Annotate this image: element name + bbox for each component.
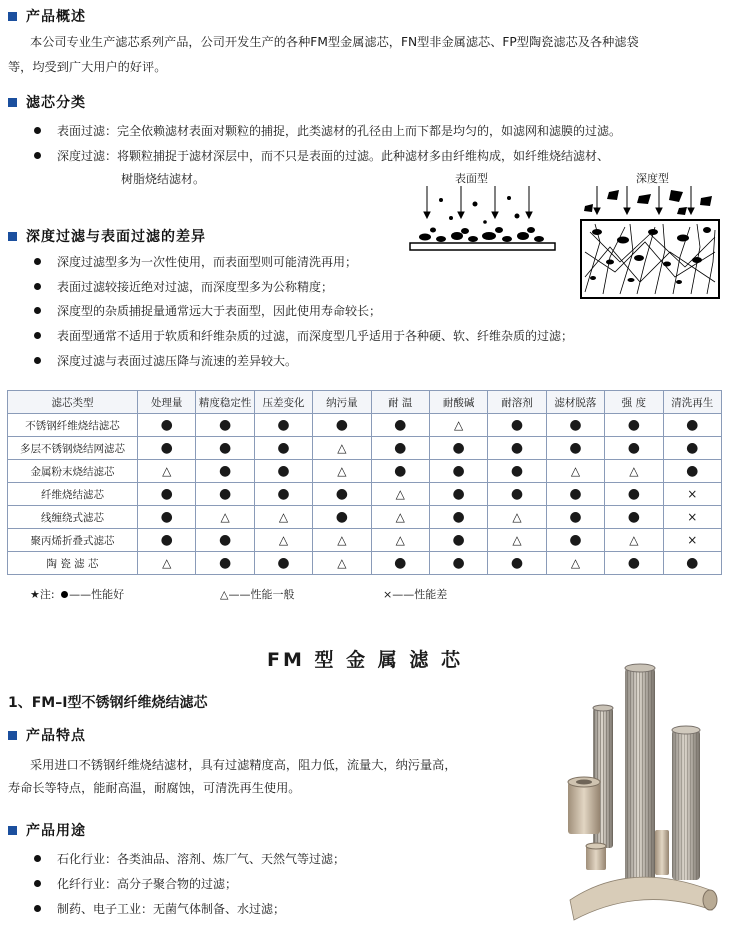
rating-cell: ● xyxy=(313,483,371,506)
rating-cell: ● xyxy=(313,506,371,529)
rating-cell: × xyxy=(663,483,721,506)
rating-cell: ● xyxy=(429,529,487,552)
bullet-icon xyxy=(34,332,41,339)
rating-cell: ● xyxy=(371,414,429,437)
table-header-cell: 精度稳定性 xyxy=(196,391,254,414)
table-header-cell: 压差变化 xyxy=(254,391,312,414)
rating-cell: ● xyxy=(546,414,604,437)
legend-good: ——性能好 xyxy=(69,588,125,601)
rating-cell: ● xyxy=(488,483,546,506)
rating-cell: ● xyxy=(605,506,663,529)
features-line: 采用进口不锈钢纤维烧结滤材，具有过滤精度高，阻力低，流量大，纳污量高， xyxy=(30,758,457,772)
rating-cell: △ xyxy=(313,460,371,483)
rating-cell: ● xyxy=(196,437,254,460)
bullet-icon xyxy=(34,307,41,314)
table-header-cell: 耐溶剂 xyxy=(488,391,546,414)
rating-cell: ● xyxy=(488,437,546,460)
section-header-uses xyxy=(8,820,86,840)
rating-cell: ● xyxy=(488,460,546,483)
rating-cell: △ xyxy=(196,506,254,529)
rating-cell: ● xyxy=(254,460,312,483)
list-item-text: 制药、电子工业：无菌气体制备、水过滤； xyxy=(57,902,286,916)
rating-cell: △ xyxy=(429,414,487,437)
legend-medium: △——性能一般 xyxy=(220,588,295,601)
table-row xyxy=(8,552,722,575)
rating-cell: ● xyxy=(371,552,429,575)
rating-cell: ● xyxy=(546,506,604,529)
bullet-icon xyxy=(34,283,41,290)
bullet-icon xyxy=(34,905,41,912)
depth-filtration-diagram xyxy=(575,182,725,302)
list-item-text: 表面过滤：完全依赖滤材表面对颗粒的捕捉，此类滤材的孔径由上而下都是均匀的，如滤网和滤膜的过滤。 xyxy=(57,124,622,138)
table-header-cell: 滤芯类型 xyxy=(8,391,138,414)
rating-cell: ● xyxy=(254,414,312,437)
filter-type-cell: 聚丙烯折叠式滤芯 xyxy=(8,529,138,552)
bullet-icon xyxy=(34,357,41,364)
table-header-cell: 处理量 xyxy=(138,391,196,414)
list-item-text: 深度过滤与表面过滤压降与流速的差异较大。 xyxy=(57,354,298,368)
bullet-icon xyxy=(34,880,41,887)
list-item-text: 表面型通常不适用于软质和纤维杂质的过滤，而深度型几乎适用于各种硬、软、纤维杂质的过滤； xyxy=(57,329,574,343)
rating-cell: △ xyxy=(254,506,312,529)
section-title: 产品特点 xyxy=(26,728,86,744)
rating-cell: × xyxy=(663,529,721,552)
section-square-icon xyxy=(8,826,17,835)
rating-cell: ● xyxy=(605,483,663,506)
section-header-overview xyxy=(8,6,86,26)
rating-cell: △ xyxy=(371,506,429,529)
rating-cell: ● xyxy=(546,529,604,552)
section-square-icon xyxy=(8,232,17,241)
rating-cell: ● xyxy=(429,506,487,529)
legend-prefix: ★注: xyxy=(30,588,55,601)
overview-line: 等，均受到广大用户的好评。 xyxy=(8,60,167,74)
table-row xyxy=(8,460,722,483)
filled-circle-icon xyxy=(61,591,68,598)
table-header-cell: 滤材脱落 xyxy=(546,391,604,414)
filter-type-cell: 不锈钢纤维烧结滤芯 xyxy=(8,414,138,437)
section-header-features xyxy=(8,725,86,745)
table-header-cell: 强 度 xyxy=(605,391,663,414)
diagram-label-depth: 深度型 xyxy=(636,172,669,185)
fm-sub-title: 1、FM–Ⅰ型不锈钢纤维烧结滤芯 xyxy=(8,695,208,711)
section-title: 滤芯分类 xyxy=(26,95,86,111)
list-item xyxy=(34,120,621,142)
table-header-cell: 耐酸碱 xyxy=(429,391,487,414)
rating-cell: △ xyxy=(313,437,371,460)
rating-cell: ● xyxy=(605,414,663,437)
rating-cell: ● xyxy=(663,552,721,575)
rating-cell: △ xyxy=(605,529,663,552)
table-row xyxy=(8,414,722,437)
rating-cell: ● xyxy=(546,437,604,460)
bullet-icon xyxy=(34,152,41,159)
performance-table xyxy=(7,390,722,575)
rating-cell: ● xyxy=(254,552,312,575)
diagram-label-surface: 表面型 xyxy=(455,172,488,185)
rating-cell: ● xyxy=(138,414,196,437)
table-header-cell: 耐 温 xyxy=(371,391,429,414)
rating-cell: ● xyxy=(196,460,254,483)
section-title: 产品用途 xyxy=(26,823,86,839)
rating-cell: ● xyxy=(196,483,254,506)
rating-cell: ● xyxy=(196,552,254,575)
rating-cell: ● xyxy=(663,437,721,460)
list-item-text: 深度过滤型多为一次性使用，而表面型则可能清洗再用； xyxy=(57,255,358,269)
rating-cell: ● xyxy=(488,552,546,575)
rating-cell: △ xyxy=(138,552,196,575)
filter-type-cell: 金属粉末烧结滤芯 xyxy=(8,460,138,483)
fm-main-title: FM 型 金 属 滤 芯 xyxy=(267,649,463,671)
rating-cell: ● xyxy=(663,460,721,483)
table-row xyxy=(8,529,722,552)
list-item xyxy=(34,350,297,372)
rating-cell: ● xyxy=(429,483,487,506)
rating-cell: ● xyxy=(605,552,663,575)
rating-cell: ● xyxy=(254,437,312,460)
table-row xyxy=(8,483,722,506)
overview-line: 本公司专业生产滤芯系列产品，公司开发生产的各种FM型金属滤芯，FN型非金属滤芯、FP型陶瓷滤芯及各种滤袋 xyxy=(30,35,639,49)
filter-type-cell: 多层不锈钢烧结网滤芯 xyxy=(8,437,138,460)
bullet-icon xyxy=(34,127,41,134)
rating-cell: △ xyxy=(254,529,312,552)
bullet-icon xyxy=(34,258,41,265)
rating-cell: △ xyxy=(546,552,604,575)
rating-cell: ● xyxy=(138,437,196,460)
rating-cell: ● xyxy=(371,460,429,483)
features-paragraph xyxy=(8,754,548,800)
rating-cell: ● xyxy=(488,414,546,437)
section-square-icon xyxy=(8,98,17,107)
list-item xyxy=(34,251,357,273)
rating-cell: ● xyxy=(138,483,196,506)
section-square-icon xyxy=(8,12,17,21)
rating-cell: ● xyxy=(605,437,663,460)
list-item-text: 深度过滤：将颗粒捕捉于滤材深层中，而不只是表面的过滤。此种滤材多由纤维构成，如纤维烧结滤材、 xyxy=(57,149,610,163)
table-header-row xyxy=(8,391,722,414)
rating-cell: △ xyxy=(313,529,371,552)
list-item-continuation xyxy=(121,168,205,190)
list-item xyxy=(34,276,333,298)
filter-cartridges-photo xyxy=(560,660,725,925)
rating-cell: ● xyxy=(429,552,487,575)
rating-cell: ● xyxy=(254,483,312,506)
table-body xyxy=(8,414,722,575)
list-item-text: 表面过滤较接近绝对过滤，而深度型多为公称精度； xyxy=(57,280,334,294)
rating-cell: ● xyxy=(546,483,604,506)
section-title: 深度过滤与表面过滤的差异 xyxy=(26,229,206,245)
section-header-category xyxy=(8,92,86,112)
rating-cell: △ xyxy=(605,460,663,483)
rating-cell: ● xyxy=(371,437,429,460)
filter-type-cell: 纤维烧结滤芯 xyxy=(8,483,138,506)
legend-poor: ×——性能差 xyxy=(383,588,448,601)
table-row xyxy=(8,506,722,529)
list-item-text: 化纤行业：高分子聚合物的过滤； xyxy=(57,877,238,891)
rating-cell: ● xyxy=(663,414,721,437)
list-item-text: 深度型的杂质捕捉量通常远大于表面型，因此使用寿命较长； xyxy=(57,304,382,318)
rating-cell: ● xyxy=(138,506,196,529)
legend-note xyxy=(30,586,124,602)
surface-filtration-diagram xyxy=(405,182,560,257)
filter-type-cell: 线缠绕式滤芯 xyxy=(8,506,138,529)
list-item xyxy=(34,848,345,870)
bullet-icon xyxy=(34,855,41,862)
rating-cell: △ xyxy=(371,529,429,552)
table-header-cell: 纳污量 xyxy=(313,391,371,414)
rating-cell: ● xyxy=(429,437,487,460)
section-header-difference xyxy=(8,226,206,246)
rating-cell: △ xyxy=(371,483,429,506)
rating-cell: ● xyxy=(196,414,254,437)
overview-paragraph xyxy=(8,30,723,80)
features-line: 寿命长等特点，能耐高温，耐腐蚀，可清洗再生使用。 xyxy=(8,781,301,795)
list-item-text: 石化行业：各类油品、溶剂、炼厂气、天然气等过滤； xyxy=(57,852,346,866)
list-item xyxy=(34,145,609,167)
rating-cell: △ xyxy=(488,529,546,552)
list-item xyxy=(34,325,573,347)
rating-cell: ● xyxy=(313,414,371,437)
section-title: 产品概述 xyxy=(26,9,86,25)
table-row xyxy=(8,437,722,460)
list-item xyxy=(34,873,237,895)
rating-cell: △ xyxy=(546,460,604,483)
rating-cell: ● xyxy=(196,529,254,552)
section-square-icon xyxy=(8,731,17,740)
rating-cell: ● xyxy=(138,529,196,552)
rating-cell: △ xyxy=(313,552,371,575)
rating-cell: ● xyxy=(429,460,487,483)
rating-cell: △ xyxy=(488,506,546,529)
table-header-cell: 清洗再生 xyxy=(663,391,721,414)
filter-type-cell: 陶 瓷 滤 芯 xyxy=(8,552,138,575)
rating-cell: × xyxy=(663,506,721,529)
list-item-text: 树脂烧结滤材。 xyxy=(121,172,206,186)
list-item xyxy=(34,898,285,920)
list-item xyxy=(34,300,381,322)
rating-cell: △ xyxy=(138,460,196,483)
